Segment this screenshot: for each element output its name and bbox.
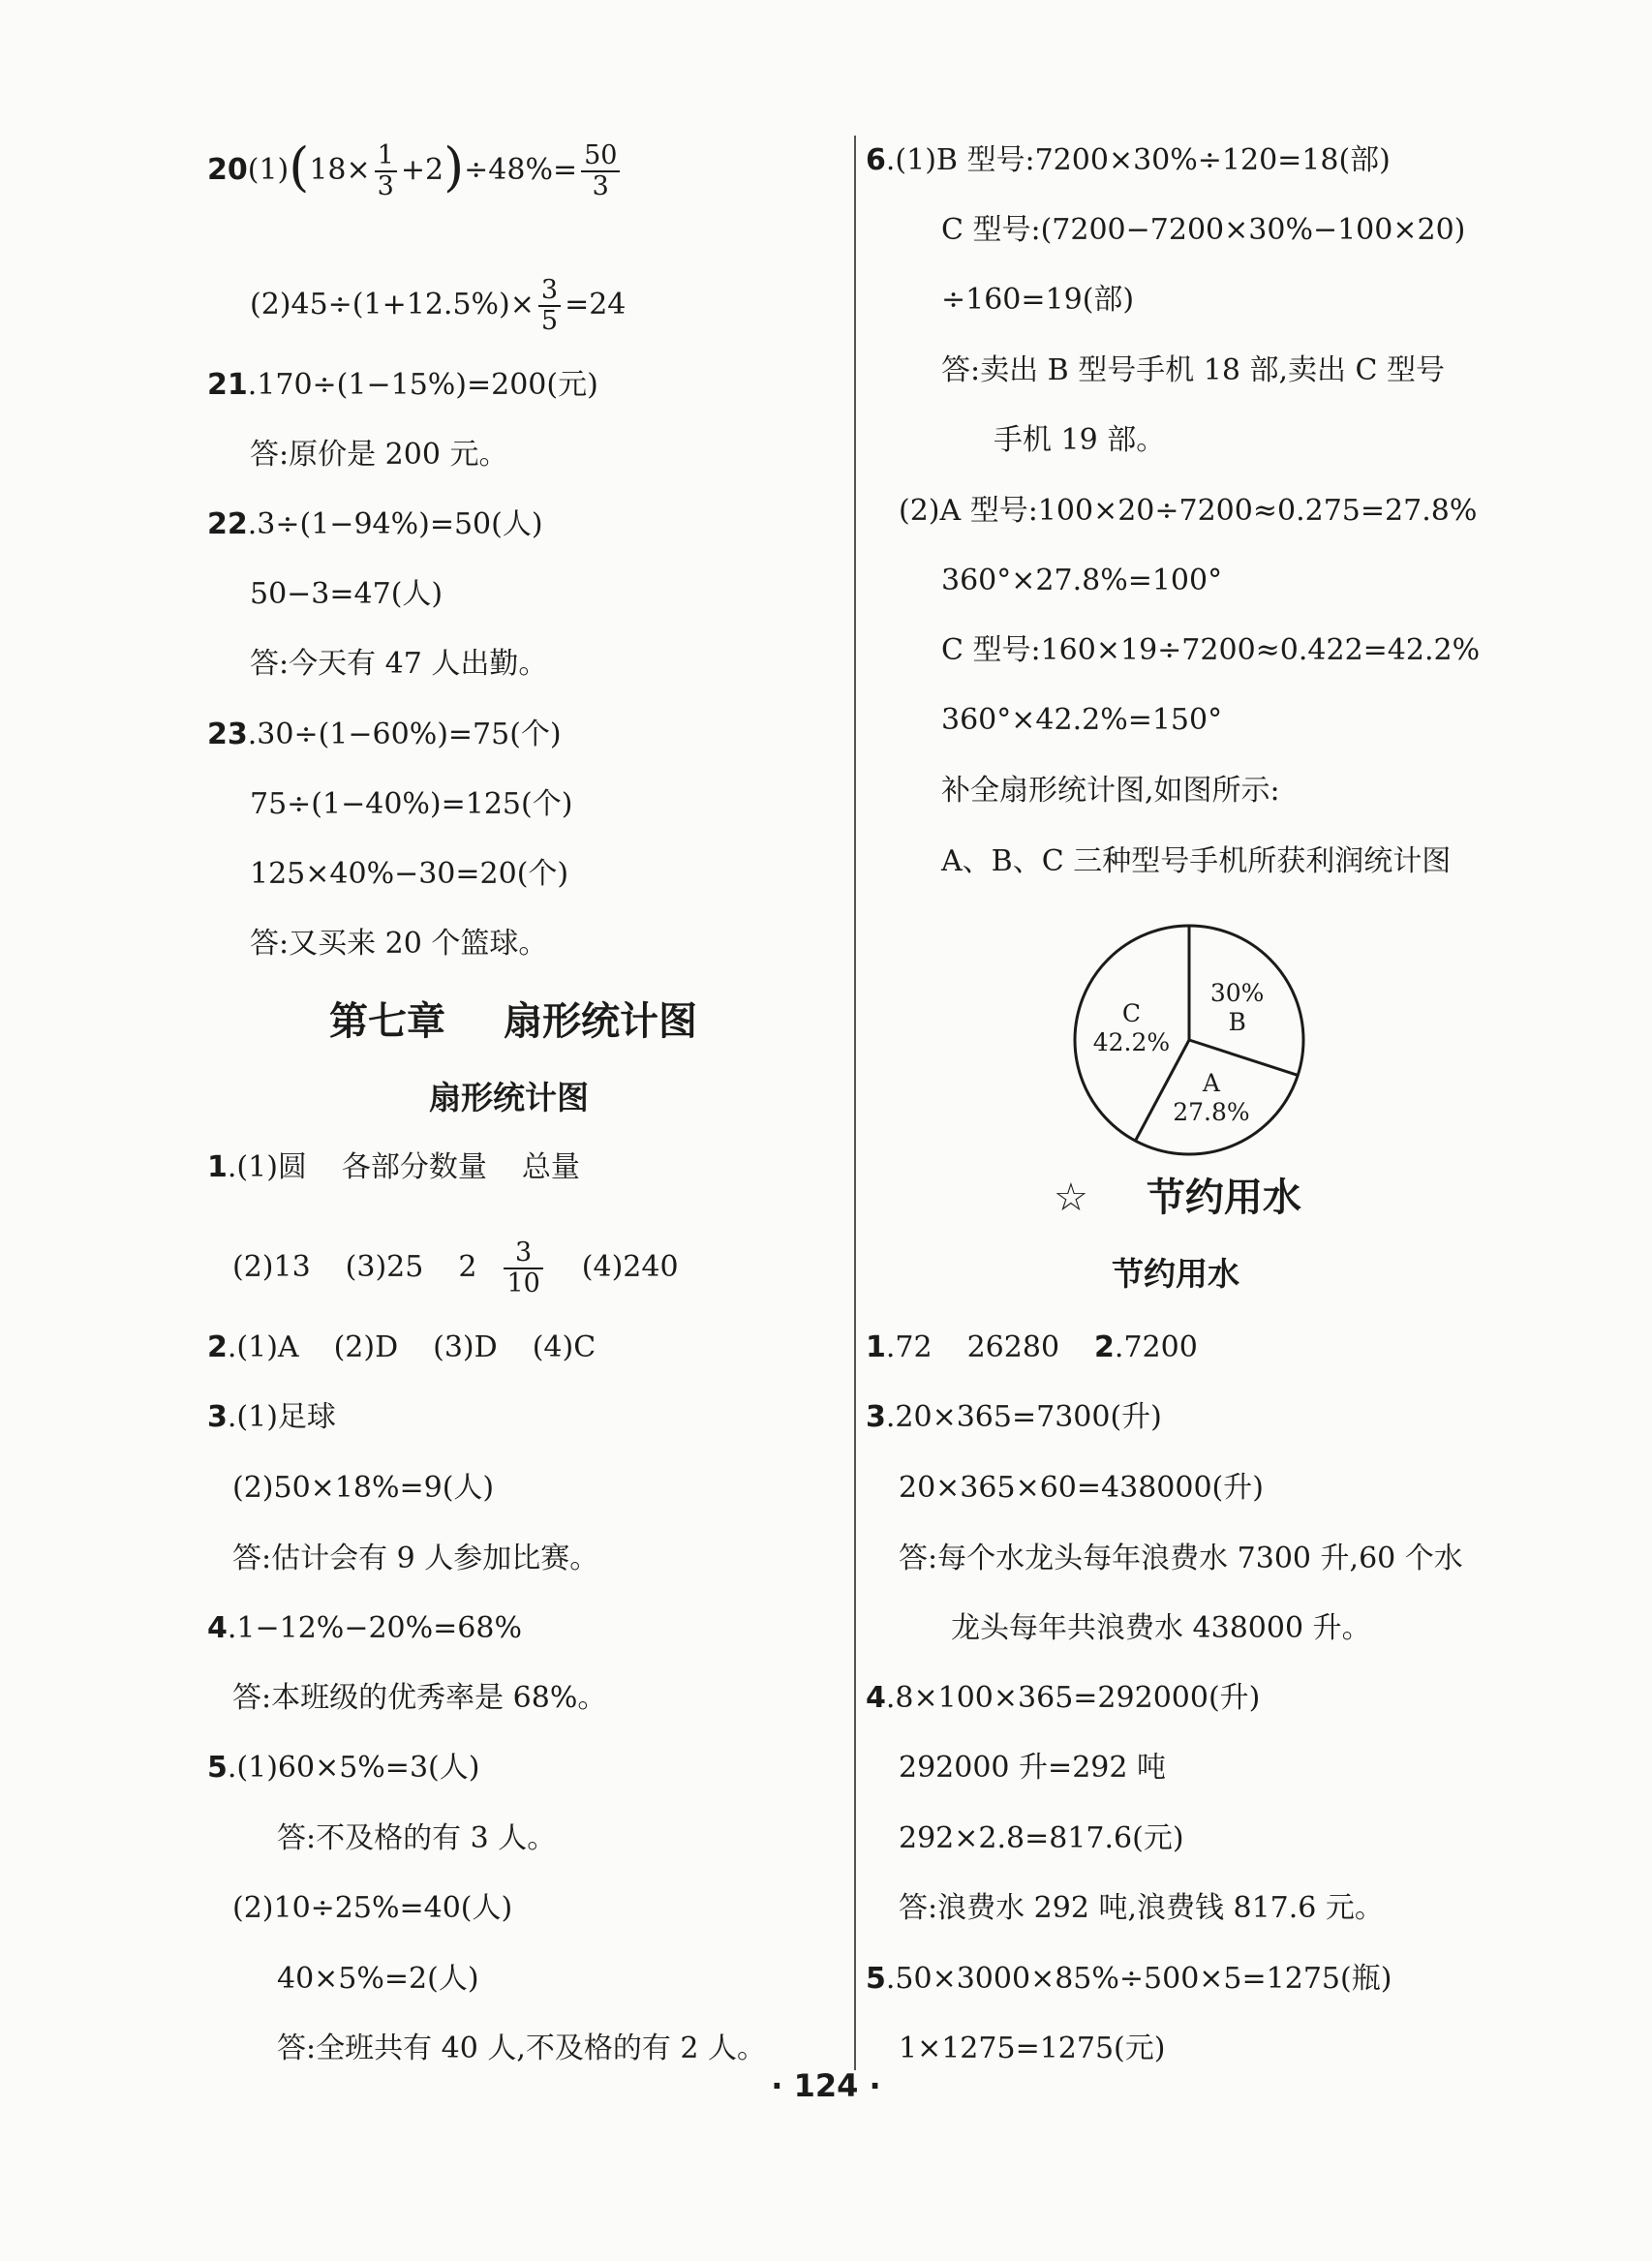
pie-percent-a: 27.8% — [1173, 1097, 1250, 1126]
p1-line1: 1.(1)圆 各部分数量 总量 — [207, 1150, 580, 1184]
q6-line2: C 型号:(7200−7200×30%−100×20) — [941, 213, 1466, 247]
p4-line1: 4.1−12%−20%=68% — [207, 1611, 522, 1645]
q6-answer1-cont: 手机 19 部。 — [994, 423, 1166, 457]
q6-line3: ÷160=19(部) — [941, 283, 1135, 317]
p5-answer1: 答:不及格的有 3 人。 — [277, 1821, 557, 1855]
fraction: $\frac{3}{5}$ — [538, 276, 561, 336]
w4-line1: 4.8×100×365=292000(升) — [866, 1681, 1261, 1715]
w5-line2: 1×1275=1275(元) — [899, 2032, 1166, 2065]
q6-answer1: 答:卖出 B 型号手机 18 部,卖出 C 型号 — [941, 353, 1446, 387]
q6-line6: (2)A 型号:100×20÷7200≈0.275=27.8% — [899, 494, 1478, 528]
w3-line2: 20×365×60=438000(升) — [899, 1471, 1264, 1505]
q23-line2: 75÷(1−40%)=125(个) — [250, 787, 573, 821]
p5-line3: (2)10÷25%=40(人) — [232, 1891, 513, 1925]
p4-answer: 答:本班级的优秀率是 68%。 — [232, 1681, 607, 1715]
p3-line2: (2)50×18%=9(人) — [232, 1471, 495, 1505]
p5-line1: 5.(1)60×5%=3(人) — [207, 1751, 480, 1785]
pie-percent-c: 42.2% — [1092, 1028, 1171, 1057]
pie-chart-caption: A、B、C 三种型号手机所获利润统计图 — [941, 844, 1452, 878]
star-section-heading: ☆ 节约用水 — [1054, 1176, 1301, 1220]
q22-answer: 答:今天有 47 人出勤。 — [250, 647, 548, 681]
w4-line2: 292000 升=292 吨 — [899, 1751, 1166, 1785]
w4-answer: 答:浪费水 292 吨,浪费钱 817.6 元。 — [899, 1891, 1384, 1925]
w4-line3: 292×2.8=817.6(元) — [899, 1821, 1184, 1855]
q22-line2: 50−3=47(人) — [250, 577, 444, 611]
chapter-heading: 第七章 扇形统计图 — [329, 999, 697, 1044]
fraction: $\frac{50}{3}$ — [581, 141, 620, 201]
p2-answers: 2.(1)A (2)D (3)D (4)C — [207, 1330, 597, 1364]
page-number: · 124 · — [771, 2067, 881, 2104]
w3-answer1: 答:每个水龙头每年浪费水 7300 升,60 个水 — [899, 1542, 1463, 1575]
pie-chart — [1067, 918, 1311, 1162]
q23-equation: 23.30÷(1−60%)=75(个) — [207, 718, 562, 751]
q6-line9: 360°×42.2%=150° — [941, 703, 1223, 737]
q22-equation: 22.3÷(1−94%)=50(人) — [207, 507, 543, 541]
q20-part1: 20(1)(18× $\frac{1}{3}$ +2)÷48%= $\frac{50}{3}$ — [207, 141, 624, 201]
pie-label-a: A — [1202, 1068, 1220, 1097]
q6-line8: C 型号:160×19÷7200≈0.422=42.2% — [941, 633, 1481, 667]
q23-line3: 125×40%−30=20(个) — [250, 857, 569, 891]
section-heading-pie: 扇形统计图 — [429, 1079, 589, 1116]
w3-answer2: 龙头每年共浪费水 438000 升。 — [951, 1611, 1371, 1645]
q20-part2: (2)45÷(1+12.5%)× $\frac{3}{5}$ =24 — [250, 275, 627, 336]
p1-line2: (2)13 (3)25 2 $\frac{3}{10}$ (4)240 — [232, 1237, 679, 1299]
column-divider — [854, 136, 856, 2070]
fraction: $\frac{3}{10}$ — [504, 1238, 542, 1299]
w3-line1: 3.20×365=7300(升) — [866, 1400, 1162, 1434]
star-icon: ☆ — [1054, 1176, 1088, 1220]
p3-line1: 3.(1)足球 — [207, 1400, 336, 1434]
pie-label-c: C — [1121, 999, 1142, 1028]
p3-answer: 答:估计会有 9 人参加比赛。 — [232, 1542, 599, 1575]
p5-line4: 40×5%=2(人) — [277, 1962, 479, 1996]
q6-line7: 360°×27.8%=100° — [941, 564, 1223, 597]
pie-percent-b: 30% — [1209, 978, 1265, 1007]
q21-answer: 答:原价是 200 元。 — [250, 438, 508, 472]
p5-answer2: 答:全班共有 40 人,不及格的有 2 人。 — [277, 2032, 767, 2065]
q23-answer: 答:又买来 20 个篮球。 — [250, 927, 548, 961]
q6-line10: 补全扇形统计图,如图所示: — [941, 774, 1280, 808]
w5-line1: 5.50×3000×85%÷500×5=1275(瓶) — [866, 1962, 1392, 1996]
fraction: $\frac{1}{3}$ — [375, 141, 397, 201]
q21-equation: 21.170÷(1−15%)=200(元) — [207, 368, 598, 402]
q6-line1: 6.(1)B 型号:7200×30%÷120=18(部) — [866, 143, 1391, 177]
section-heading-water: 节约用水 — [1112, 1255, 1239, 1293]
w1-w2-answers: 1.72 26280 2.7200 — [866, 1330, 1198, 1364]
pie-label-b: B — [1228, 1007, 1246, 1036]
